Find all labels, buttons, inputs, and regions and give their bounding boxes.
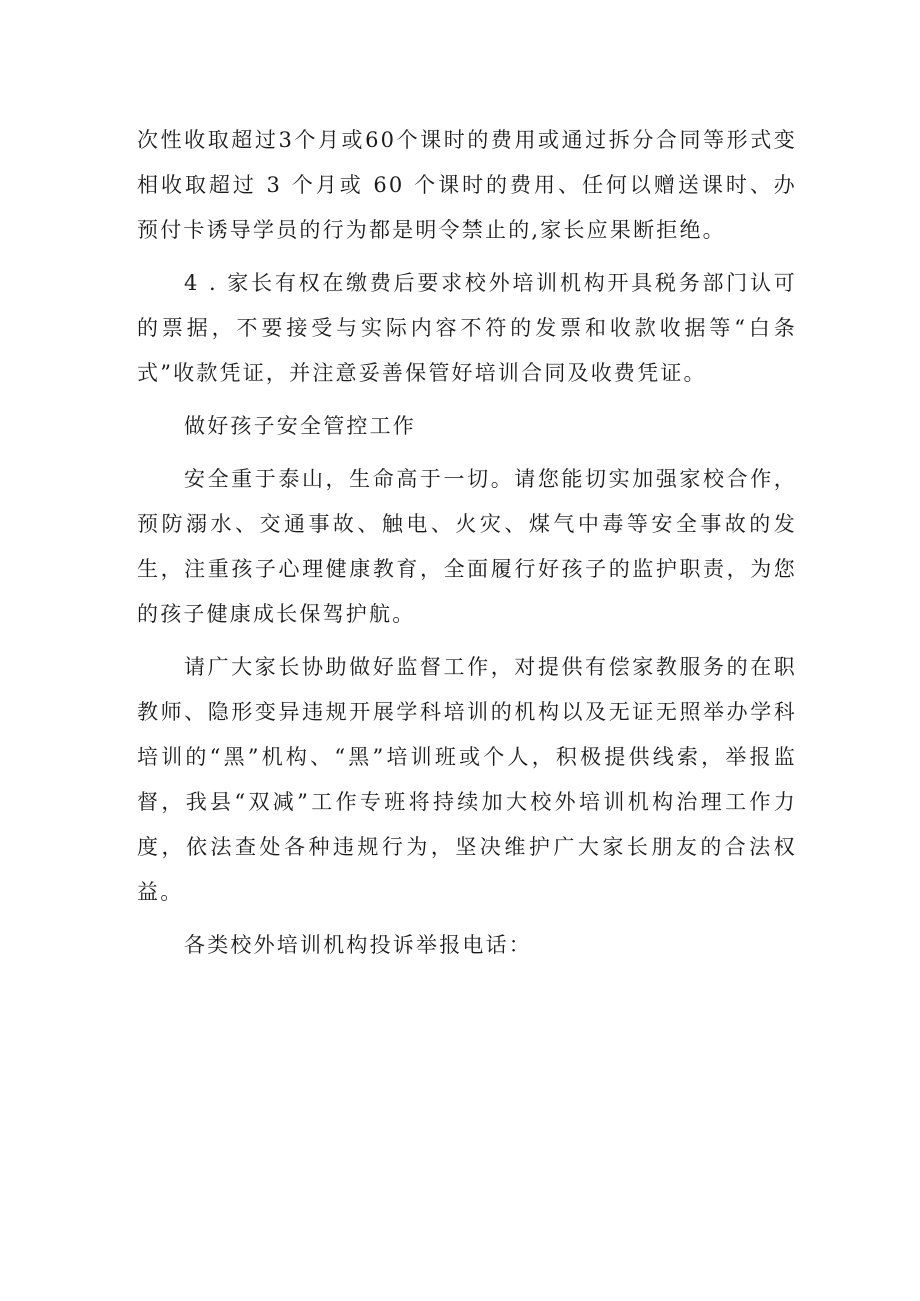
section-heading-child-safety: 做好孩子安全管控工作: [184, 414, 416, 438]
paragraph-safety: 安全重于泰山，生命高于一切。请您能切实加强家校合作，预防溺水、交通事故、触电、火灾、煤气中毒等安全事故的发生，注重孩子心理健康教育，全面履行好孩子的监护职责，为您的孩子健康成长保驾护航。: [137, 467, 797, 626]
paragraph-supervision: 请广大家长协助做好监督工作，对提供有偿家教服务的在职教师、隐形变异违规开展学科培训的机构以及无证无照举办学科培训的“黑”机构、“黑”培训班或个人，积极提供线索，举报监督，我县“双减”工作专班将持续加大校外培训机构治理工作力度，依法查处各种违规行为，坚决维护广大家长朋友的合法权益。: [137, 655, 797, 904]
document-body: [137, 118, 797, 976]
paragraph-fee-restriction: 次性收取超过3个月或60个课时的费用或通过拆分合同等形式变相收取超过 3 个月或 60 个课时的费用、任何以赠送课时、办预付卡诱导学员的行为都是明令禁止的,家长应果断拒绝。: [137, 128, 797, 242]
paragraph-invoice-rights: 4 . 家长有权在缴费后要求校外培训机构开具税务部门认可的票据，不要接受与实际内容不符的发票和收款收据等“白条式”收款凭证，并注意妥善保管好培训合同及收费凭证。: [137, 271, 797, 385]
paragraph-complaint-hotline: 各类校外培训机构投诉举报电话：: [184, 933, 532, 957]
